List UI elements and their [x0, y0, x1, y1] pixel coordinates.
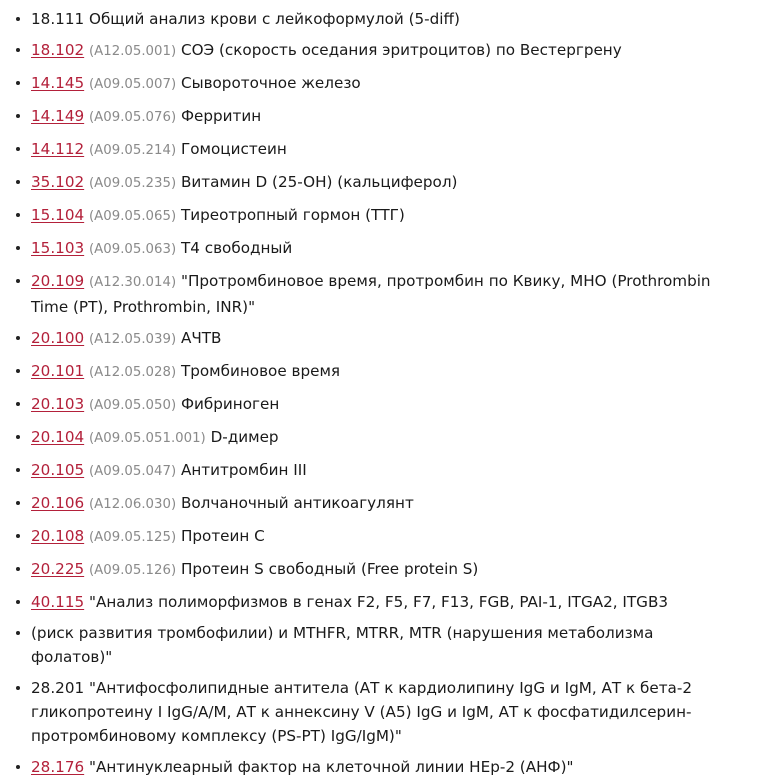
test-code-link[interactable]: 20.109: [31, 272, 85, 290]
test-name: АЧТВ: [180, 329, 222, 347]
test-code-link[interactable]: 14.112: [31, 140, 85, 158]
test-reference-code: (A12.05.039): [88, 332, 177, 347]
list-item-20-106: [0, 491, 758, 517]
test-name: СОЭ (скорость оседания эритроцитов) по Вестергрену: [180, 41, 622, 59]
bullet-icon: [16, 501, 20, 505]
bullet-icon: [16, 48, 20, 52]
list-item-40-115-continued: [0, 621, 758, 669]
test-reference-code: (A09.05.126): [88, 563, 177, 578]
bullet-icon: [16, 765, 20, 769]
test-reference-code: (A09.05.235): [88, 176, 177, 191]
test-reference-code: (A09.05.214): [88, 143, 177, 158]
list-item-28-176: [0, 755, 758, 779]
list-item-40-115: [0, 590, 758, 614]
bullet-icon: [16, 369, 20, 373]
bullet-icon: [16, 534, 20, 538]
list-item-15-104: [0, 203, 758, 229]
list-item-20-101: [0, 359, 758, 385]
test-reference-code: (A12.05.001): [88, 44, 177, 59]
list-item-20-108: [0, 524, 758, 550]
test-code-link[interactable]: 20.105: [31, 461, 85, 479]
test-name: "Протромбиновое время, протромбин по Квику, МНО (Prothrombin Time (PT), Prothrombin, INR)": [31, 272, 711, 316]
test-reference-code: (A09.05.047): [88, 464, 177, 479]
test-code-link[interactable]: 20.108: [31, 527, 85, 545]
test-reference-code: (A09.05.076): [88, 110, 177, 125]
bullet-icon: [16, 600, 20, 604]
test-name: Протеин S свободный (Free protein S): [180, 560, 479, 578]
test-reference-code: (A09.05.063): [88, 242, 177, 257]
test-code-link[interactable]: 20.225: [31, 560, 85, 578]
test-name: "Антинуклеарный фактор на клеточной линии HEp-2 (АНФ)": [88, 758, 574, 776]
test-reference-code: (A12.06.030): [88, 497, 177, 512]
test-name: "Анализ полиморфизмов в генах F2, F5, F7, F13, FGB, PAI-1, ITGA2, ITGB3: [88, 593, 669, 611]
test-reference-code: (A09.05.007): [88, 77, 177, 92]
test-name: Т4 свободный: [180, 239, 293, 257]
bullet-icon: [16, 686, 20, 690]
test-name: Фибриноген: [180, 395, 280, 413]
bullet-icon: [16, 180, 20, 184]
test-name: Ферритин: [180, 107, 262, 125]
list-item-14-145: [0, 71, 758, 97]
test-name: Тромбиновое время: [180, 362, 341, 380]
bullet-icon: [16, 81, 20, 85]
test-name: Волчаночный антикоагулянт: [180, 494, 414, 512]
test-reference-code: (A09.05.065): [88, 209, 177, 224]
test-name: Тиреотропный гормон (ТТГ): [180, 206, 405, 224]
list-item-20-225: [0, 557, 758, 583]
test-code-link[interactable]: 40.115: [31, 593, 85, 611]
bullet-icon: [16, 468, 20, 472]
bullet-icon: [16, 402, 20, 406]
test-code-link[interactable]: 15.104: [31, 206, 85, 224]
test-name: Общий анализ крови с лейкоформулой (5-diff): [88, 10, 460, 28]
test-code-link[interactable]: 15.103: [31, 239, 85, 257]
test-name: Сывороточное железо: [180, 74, 361, 92]
test-reference-code: (A12.05.028): [88, 365, 177, 380]
list-item-20-109: [0, 269, 758, 319]
test-reference-code: (A12.30.014): [88, 275, 177, 290]
list-item-28-201: [0, 676, 758, 748]
test-name: Гомоцистеин: [180, 140, 287, 158]
test-code-link[interactable]: 35.102: [31, 173, 85, 191]
list-item-20-105: [0, 458, 758, 484]
list-item-20-104: [0, 425, 758, 451]
test-name: Протеин С: [180, 527, 265, 545]
list-item-14-112: [0, 137, 758, 163]
test-code-link[interactable]: 20.101: [31, 362, 85, 380]
list-item-18-102: [0, 38, 758, 64]
list-item-18-111: [0, 7, 758, 31]
bullet-icon: [16, 631, 20, 635]
list-item-15-103: [0, 236, 758, 262]
test-name: D-димер: [210, 428, 279, 446]
test-name: (риск развития тромбофилии) и MTHFR, MTRR, MTR (нарушения метаболизма фолатов)": [31, 624, 654, 666]
test-code-link[interactable]: 20.104: [31, 428, 85, 446]
bullet-icon: [16, 114, 20, 118]
bullet-icon: [16, 147, 20, 151]
test-code-link[interactable]: 28.176: [31, 758, 85, 776]
test-reference-code: (A09.05.051.001): [88, 431, 206, 446]
test-name: Витамин D (25-OH) (кальциферол): [180, 173, 458, 191]
test-code-link[interactable]: 20.100: [31, 329, 85, 347]
test-reference-code: (A09.05.050): [88, 398, 177, 413]
test-code-link[interactable]: 18.102: [31, 41, 85, 59]
test-code-link[interactable]: 14.145: [31, 74, 85, 92]
list-item-35-102: [0, 170, 758, 196]
bullet-icon: [16, 17, 20, 21]
bullet-icon: [16, 336, 20, 340]
list-item-20-100: [0, 326, 758, 352]
test-code-link[interactable]: 20.106: [31, 494, 85, 512]
bullet-icon: [16, 435, 20, 439]
test-code: 18.111: [31, 10, 85, 28]
test-reference-code: (A09.05.125): [88, 530, 177, 545]
test-code-link[interactable]: 14.149: [31, 107, 85, 125]
bullet-icon: [16, 567, 20, 571]
list-item-14-149: [0, 104, 758, 130]
test-name: Антитромбин III: [180, 461, 307, 479]
bullet-icon: [16, 213, 20, 217]
bullet-icon: [16, 279, 20, 283]
test-code: 28.201: [31, 679, 85, 697]
bullet-icon: [16, 246, 20, 250]
test-code-link[interactable]: 20.103: [31, 395, 85, 413]
test-name: "Антифосфолипидные антитела (АТ к кардиолипину IgG и IgM, АТ к бета-2 гликопротеину I IgG/A/M, АТ к аннексину V (A5) IgG и IgM, АТ к фосфатидилсерин-протромбиновому комплексу (PS-PT) IgG/IgM)": [31, 679, 692, 745]
list-item-20-103: [0, 392, 758, 418]
